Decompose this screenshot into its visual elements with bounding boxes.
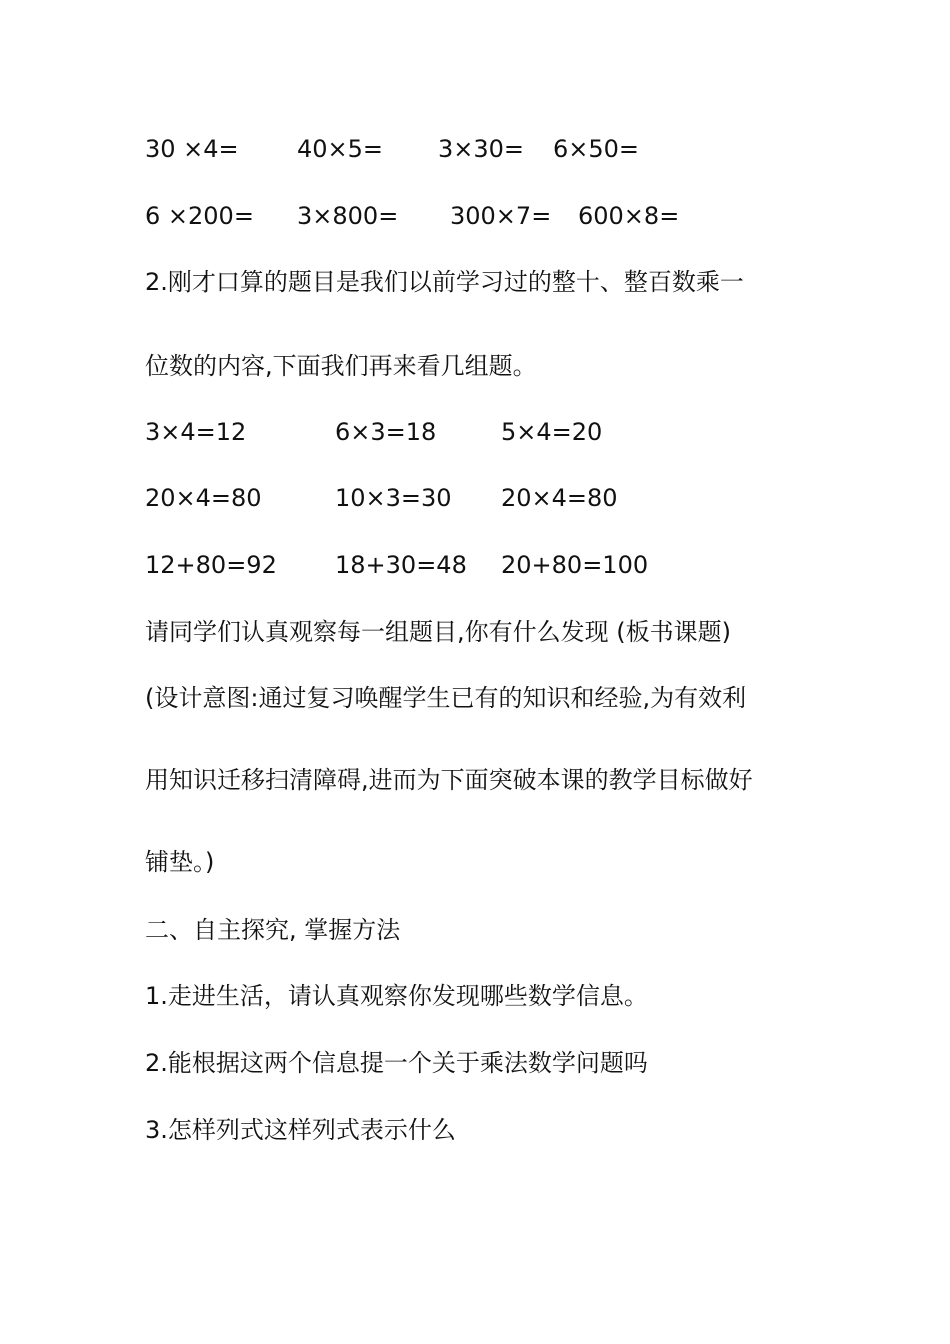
step-1: 1.走进生活，请认真观察你发现哪些数学信息。 bbox=[145, 982, 648, 1010]
group-item: 20×4=80 bbox=[145, 484, 262, 512]
section-heading: 二、自主探究, 掌握方法 bbox=[145, 916, 401, 944]
group-item: 10×3=30 bbox=[335, 484, 452, 512]
group-item: 12+80=92 bbox=[145, 551, 277, 579]
design-intent-line-3: 铺垫。) bbox=[145, 848, 215, 876]
design-intent-line-2: 用知识迁移扫清障碍,进而为下面突破本课的教学目标做好 bbox=[145, 766, 753, 794]
step-2: 2.能根据这两个信息提一个关于乘法数学问题吗 bbox=[145, 1049, 648, 1077]
group-item: 20+80=100 bbox=[501, 551, 649, 579]
step-3: 3.怎样列式这样列式表示什么 bbox=[145, 1116, 456, 1144]
paragraph-2-line-1: 2.刚才口算的题目是我们以前学习过的整十、整百数乘一 bbox=[145, 268, 744, 296]
paragraph-2-line-2: 位数的内容,下面我们再来看几组题。 bbox=[145, 352, 537, 380]
oral-calc-item: 3×30= bbox=[438, 135, 525, 163]
group-item: 20×4=80 bbox=[501, 484, 618, 512]
oral-calc-item: 6×50= bbox=[553, 135, 640, 163]
oral-calc-item: 300×7= bbox=[450, 202, 552, 230]
group-item: 5×4=20 bbox=[501, 418, 603, 446]
group-item: 6×3=18 bbox=[335, 418, 437, 446]
oral-calc-item: 6 ×200= bbox=[145, 202, 254, 230]
group-item: 18+30=48 bbox=[335, 551, 467, 579]
oral-calc-item: 3×800= bbox=[297, 202, 399, 230]
oral-calc-item: 40×5= bbox=[297, 135, 384, 163]
group-item: 3×4=12 bbox=[145, 418, 247, 446]
design-intent-line-1: (设计意图:通过复习唤醒学生已有的知识和经验,为有效利 bbox=[145, 684, 747, 712]
oral-calc-item: 600×8= bbox=[578, 202, 680, 230]
oral-calc-item: 30 ×4= bbox=[145, 135, 239, 163]
question-line: 请同学们认真观察每一组题目,你有什么发现 (板书课题) bbox=[145, 618, 731, 646]
